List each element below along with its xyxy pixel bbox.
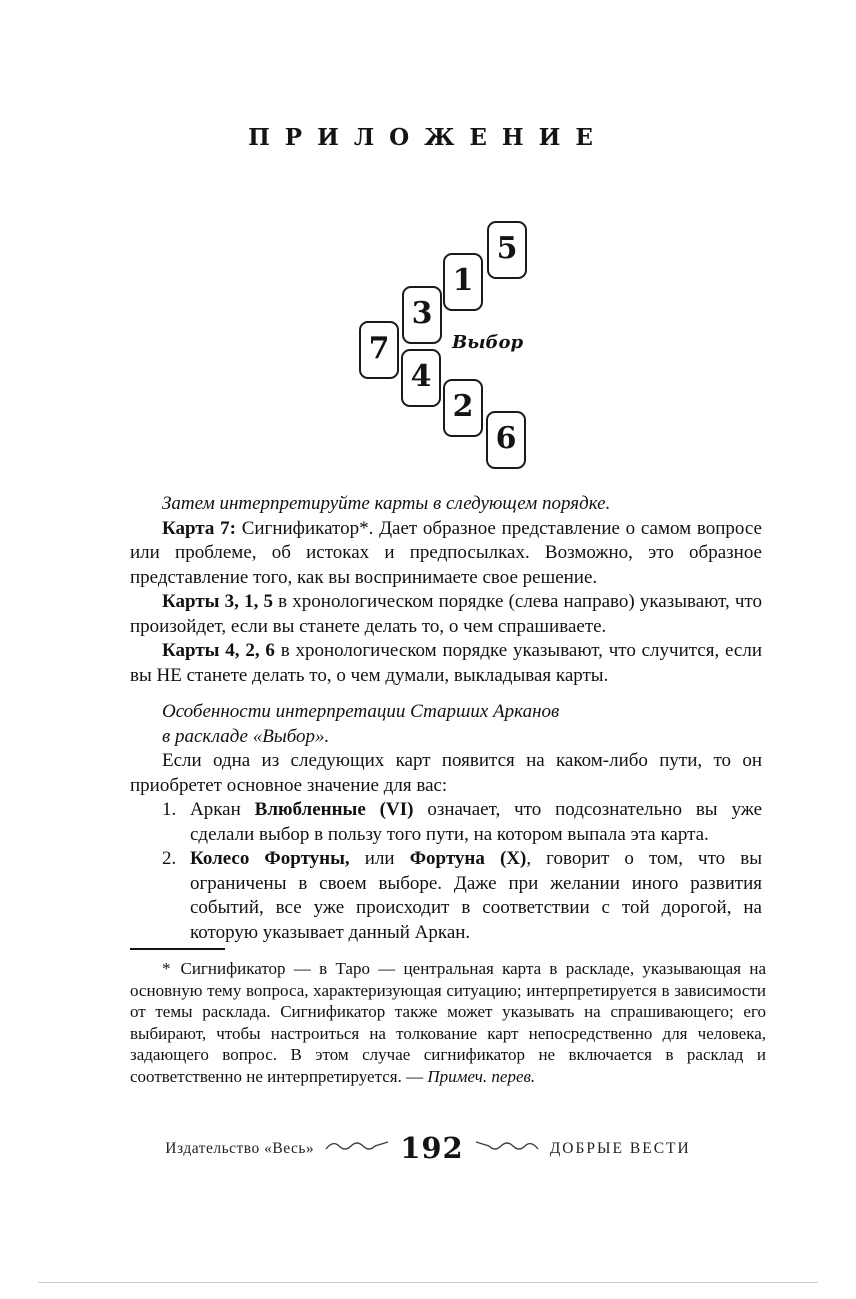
flourish-right-icon [474,1138,540,1159]
footnote-paragraph [130,958,766,1088]
list-text-bold: Фортуна (X) [409,848,527,869]
spread-label: Выбор [452,332,524,353]
list-item-number: 2. [162,848,177,869]
section-heading-line2: в раскладе «Выбор». [162,725,330,747]
paragraph-cards-315 [130,590,762,639]
paragraph-cards-426 [130,639,762,688]
flourish-left-icon [324,1138,390,1159]
tarot-card-7 [359,321,399,379]
footer-brand: ДОБРЫЕ ВЕСТИ [549,1139,691,1157]
tarot-card-6 [486,411,526,469]
tarot-card-1 [443,253,483,311]
list-item-number: 1. [162,799,177,820]
tarot-card-3 [402,286,442,344]
footnote-text: Сигнификатор — в Таро — центральная карта в раскладе, указывающая на основную тему вопроса, характеризующая ситуацию; интерпретируется в зависимости от темы расклада. Сигнификатор также может указывать на спрашивающего; его выбирают, чтобы настроиться на толкование карт непосредственно для человека, задающего вопрос. В этом случае сигнификатор не включается в расклад и соответственно не интерпретируется. — [130,959,766,1086]
card-number: 5 [496,231,518,266]
paragraph-intro-list [130,749,762,798]
list-item-text [190,847,762,945]
footnote-divider [130,948,225,950]
intro-text: Затем интерпретируйте карты в следующем порядке. [162,493,611,514]
paragraph-lead: Карта 7: [162,517,236,539]
card-number: 3 [411,296,433,331]
intro-line [130,492,762,517]
paragraph-card-7 [130,517,762,591]
list-text-segment: или [349,848,410,869]
tarot-card-2 [443,379,483,437]
card-number: 4 [410,359,432,394]
footnote-attribution: Примеч. перев. [427,1066,536,1086]
page-bottom-rule [38,1282,818,1283]
paragraph-text: в хронологическом порядке указывают, что случится, если вы НЕ станете делать то, о чем думали, выкладывая карты. [130,640,763,686]
list-text-segment: , говорит о том, что вы ограничены в своем выборе. Даже при желании иного развития событий, все уже происходит в соответствии с той дорогой, на которую указывает данный Аркан. [190,848,762,943]
card-number: 2 [452,389,474,424]
paragraph-lead: Карты 4, 2, 6 [162,640,275,661]
card-number: 7 [368,331,390,366]
body-text [130,492,762,945]
paragraph-text: Сигнификатор*. Дает образное представление о самом вопросе или проблеме, об истоках и предпосылках. Возможно, это образное представление того, как вы воспринимаете свое решение. [130,517,762,588]
footer-page-number: 192 [400,1131,464,1165]
page-footer [0,1131,856,1165]
numbered-list [162,798,762,945]
footnote-marker: * [162,959,171,978]
tarot-card-4 [401,349,441,407]
tarot-card-5 [487,221,527,279]
paragraph-text: Если одна из следующих карт появится на каком-либо пути, то он приобретет основное значение для вас: [130,750,762,796]
footnote [130,958,766,1088]
section-heading-line1: Особенности интерпретации Старших Арканов [162,701,560,722]
paragraph-text: в хронологическом порядке (слева направо) указывают, что произойдет, если вы станете делать то, о чем спрашиваете. [130,591,762,637]
list-text-bold: Влюбленные (VI) [254,799,414,820]
card-number: 6 [495,421,517,456]
list-text-segment: означает, что подсознательно вы уже сделали выбор в пользу того пути, на котором выпала эта карта. [190,799,763,845]
list-item [162,798,762,847]
paragraph-lead: Карты 3, 1, 5 [162,591,273,612]
list-text-bold: Колесо Фортуны, [190,848,350,869]
section-heading [162,700,762,749]
page-header-title: ПРИЛОЖЕНИЕ [248,124,608,151]
list-item [162,847,762,945]
footer-publisher: Издательство «Весь» [165,1139,315,1157]
tarot-spread-diagram [330,212,570,492]
card-number: 1 [452,263,474,298]
list-text-segment: Аркан [190,799,255,820]
list-item-text [190,798,762,847]
